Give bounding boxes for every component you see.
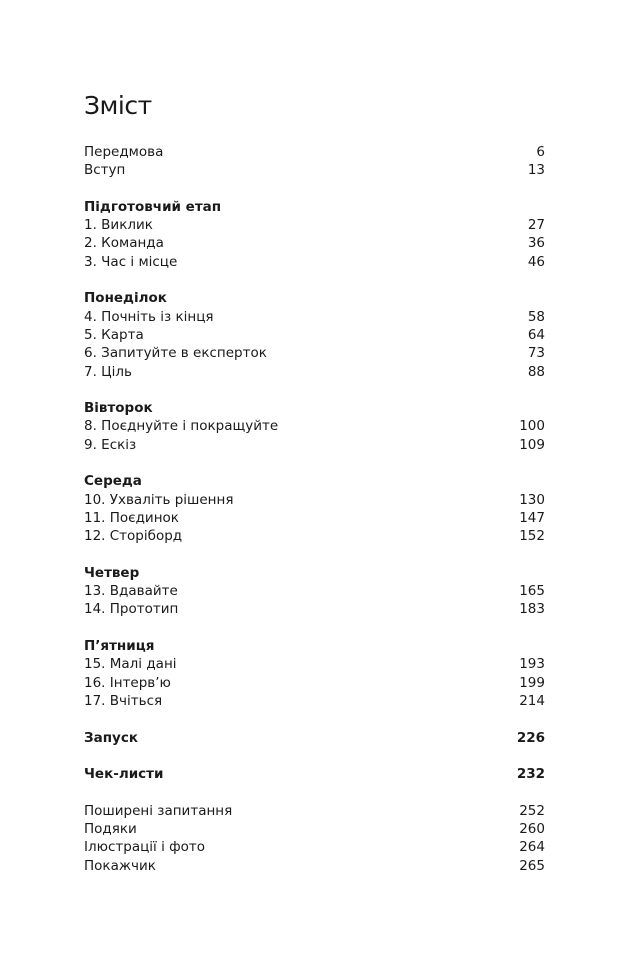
toc-entry-page: 214 [519, 692, 545, 709]
toc-entry-page: 100 [519, 418, 545, 435]
toc-entry[interactable] [84, 655, 545, 673]
toc-entry[interactable] [84, 234, 545, 252]
toc-entry[interactable] [84, 802, 545, 820]
toc-section-page: 232 [516, 766, 545, 783]
toc-entry[interactable] [84, 600, 545, 618]
toc-entry[interactable] [84, 509, 545, 527]
toc-entry-label: Подяки [84, 820, 137, 837]
section-spacer [84, 710, 545, 728]
toc-section-label: Запуск [84, 729, 138, 746]
toc-entry[interactable] [84, 216, 545, 234]
toc-section-heading[interactable] [84, 765, 545, 783]
toc-entry[interactable] [84, 326, 545, 344]
toc-entry-label: 4. Почніть із кінця [84, 308, 214, 325]
toc-section-heading[interactable] [84, 637, 545, 655]
toc-entry[interactable] [84, 363, 545, 381]
toc-entry[interactable] [84, 820, 545, 838]
toc-entry-label: 9. Ескіз [84, 436, 137, 453]
section-spacer [84, 271, 545, 289]
toc-entry-page: 130 [519, 491, 545, 508]
toc-section-label: Вівторок [84, 400, 153, 417]
toc-entry[interactable] [84, 857, 545, 875]
toc-entry-page: 88 [527, 363, 545, 380]
toc-entry-page: 199 [519, 674, 545, 691]
toc-entry-page: 183 [519, 601, 545, 618]
toc-entry[interactable] [84, 253, 545, 271]
toc-entry-page: 265 [519, 857, 545, 874]
toc-entry-label: 16. Інтерв’ю [84, 674, 171, 691]
toc-section-heading[interactable] [84, 399, 545, 417]
section-spacer [84, 619, 545, 637]
section-spacer [84, 381, 545, 399]
toc-entry-page: 152 [519, 528, 545, 545]
toc-entry[interactable] [84, 344, 545, 362]
toc-entry-label: 5. Карта [84, 326, 144, 343]
toc-entry-page: 109 [519, 436, 545, 453]
toc-entry[interactable] [84, 491, 545, 509]
toc-entry-label: 11. Поєдинок [84, 509, 179, 526]
toc-entry-label: Покажчик [84, 857, 156, 874]
toc-entry[interactable] [84, 436, 545, 454]
toc-section-heading[interactable] [84, 472, 545, 490]
toc-entry-label: 8. Поєднуйте і покращуйте [84, 418, 279, 435]
toc-entry-label: 17. Вчіться [84, 692, 163, 709]
toc-section-label: Чек-листи [84, 766, 164, 783]
toc-entry-label: 1. Виклик [84, 217, 153, 234]
toc-entry[interactable] [84, 674, 545, 692]
toc-entry-label: Поширені запитання [84, 802, 233, 819]
section-spacer [84, 546, 545, 564]
toc-entry-label: 13. Вдавайте [84, 583, 178, 600]
toc-entry-label: 3. Час і місце [84, 253, 178, 270]
toc-entry[interactable] [84, 308, 545, 326]
section-spacer [84, 454, 545, 472]
toc-entry-page: 193 [519, 656, 545, 673]
toc-entry[interactable] [84, 143, 545, 161]
toc-section-heading[interactable] [84, 729, 545, 747]
toc-entry-label: 2. Команда [84, 235, 164, 252]
toc-entry-page: 46 [527, 253, 545, 270]
table-of-contents [84, 143, 545, 875]
toc-entry[interactable] [84, 527, 545, 545]
toc-entry[interactable] [84, 582, 545, 600]
toc-section-heading[interactable] [84, 289, 545, 307]
toc-section-page: 226 [516, 729, 545, 746]
section-spacer [84, 747, 545, 765]
toc-section-label: Четвер [84, 564, 140, 581]
toc-entry-label: 10. Ухваліть рішення [84, 491, 234, 508]
toc-entry-label: Передмова [84, 144, 164, 160]
toc-entry-page: 6 [536, 144, 545, 160]
toc-entry-label: 15. Малі дані [84, 656, 177, 673]
toc-section-heading[interactable] [84, 198, 545, 216]
toc-entry-page: 165 [519, 583, 545, 600]
toc-section-label: П’ятниця [84, 638, 155, 655]
toc-entry-page: 260 [519, 820, 545, 837]
toc-entry[interactable] [84, 838, 545, 856]
toc-entry-label: 14. Прототип [84, 601, 179, 618]
toc-entry-label: Вступ [84, 162, 126, 179]
toc-entry-label: 6. Запитуйте в експерток [84, 345, 267, 362]
section-spacer [84, 180, 545, 198]
toc-entry-page: 264 [519, 839, 545, 856]
toc-entry[interactable] [84, 417, 545, 435]
toc-section-label: Середа [84, 473, 142, 490]
toc-entry-label: Ілюстрації і фото [84, 839, 206, 856]
toc-entry-page: 27 [527, 217, 545, 234]
page-title: Зміст [84, 91, 152, 120]
toc-entry-page: 58 [527, 308, 545, 325]
toc-entry-label: 12. Сторіборд [84, 528, 183, 545]
toc-entry-page: 36 [527, 235, 545, 252]
toc-entry-page: 13 [527, 162, 545, 179]
toc-section-heading[interactable] [84, 564, 545, 582]
toc-entry[interactable] [84, 161, 545, 179]
section-spacer [84, 783, 545, 801]
toc-section-label: Підготовчий етап [84, 198, 222, 215]
toc-entry-page: 73 [527, 345, 545, 362]
toc-entry-page: 252 [519, 802, 545, 819]
toc-entry-page: 147 [519, 509, 545, 526]
toc-entry-page: 64 [527, 326, 545, 343]
toc-entry-label: 7. Ціль [84, 363, 132, 380]
toc-section-label: Понеділок [84, 290, 167, 307]
toc-entry[interactable] [84, 692, 545, 710]
